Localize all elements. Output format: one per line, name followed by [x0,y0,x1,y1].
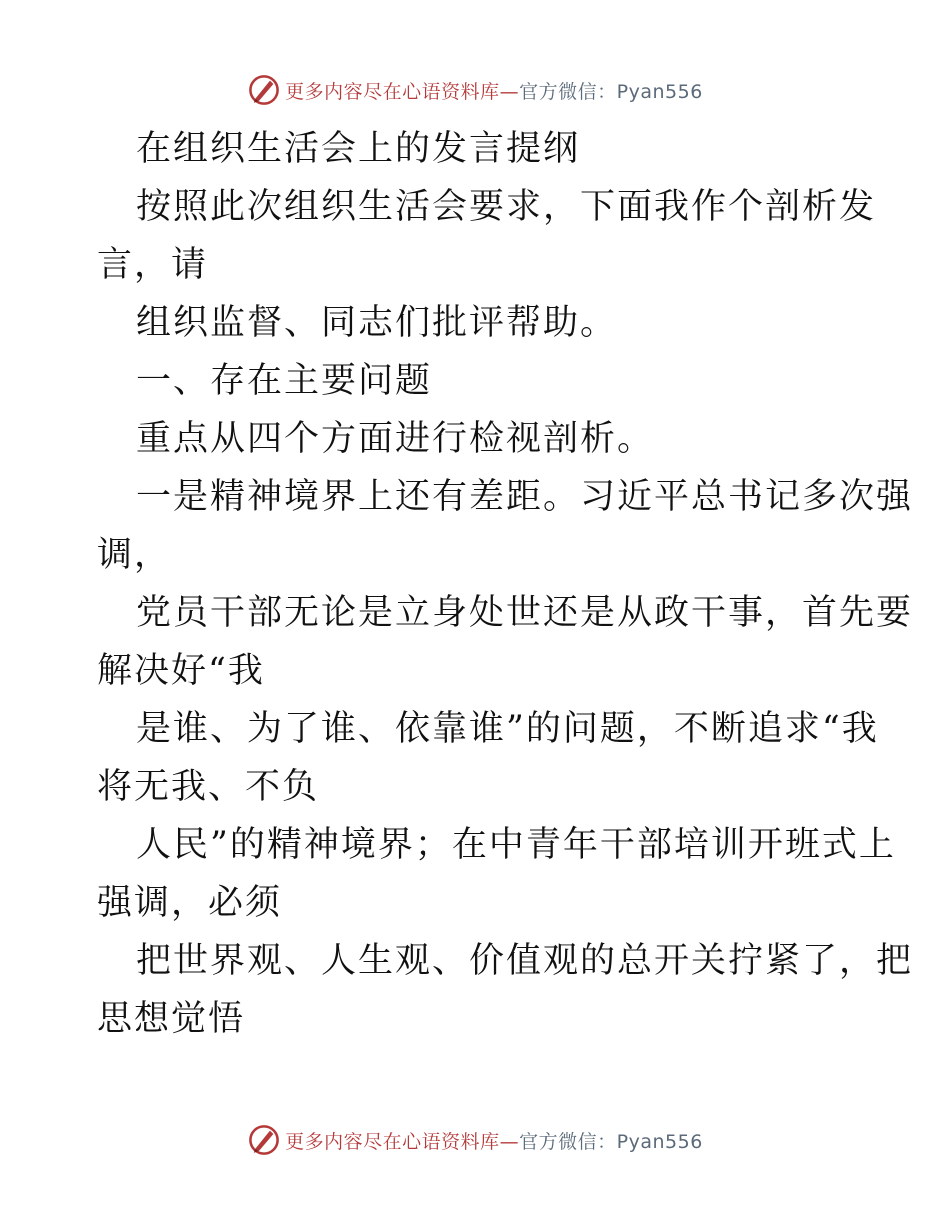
paragraph-line: 强调，必须 [97,883,283,923]
paragraph-line: 调， [97,535,172,575]
paragraph-line: 言，请 [97,245,209,285]
paragraph-line: 组织监督、同志们批评帮助。 [136,303,618,343]
document-title: 在组织生活会上的发言提纲 [136,129,581,169]
paragraph-line: 将无我、不负 [97,767,320,807]
paragraph-line: 党员干部无论是立身处世还是从政干事，首先要 [136,593,914,633]
section-heading: 一、存在主要问题 [136,361,433,401]
paragraph-line: 人民”的精神境界；在中青年干部培训开班式上 [136,825,896,865]
footer-banner [0,1120,950,1160]
paragraph-line: 解决好“我 [97,651,265,691]
paragraph-line: 是谁、为了谁、依靠谁”的问题，不断追求“我 [136,709,879,749]
pen-logo-icon [247,73,281,107]
paragraph-line: 重点从四个方面进行检视剖析。 [136,419,655,459]
paragraph-line: 一是精神境界上还有差距。习近平总书记多次强 [136,477,914,517]
header-banner [0,70,950,110]
banner-text: 更多内容尽在心语资料库—官方微信：Pyan556 [285,80,703,103]
paragraph-line: 把世界观、人生观、价值观的总开关拧紧了，把 [136,941,914,981]
banner-text: 更多内容尽在心语资料库—官方微信：Pyan556 [285,1130,703,1153]
paragraph-line: 思想觉悟 [97,999,246,1039]
document-body [0,120,950,1048]
paragraph-line: 按照此次组织生活会要求，下面我作个剖析发 [136,187,877,227]
pen-logo-icon [247,1123,281,1157]
